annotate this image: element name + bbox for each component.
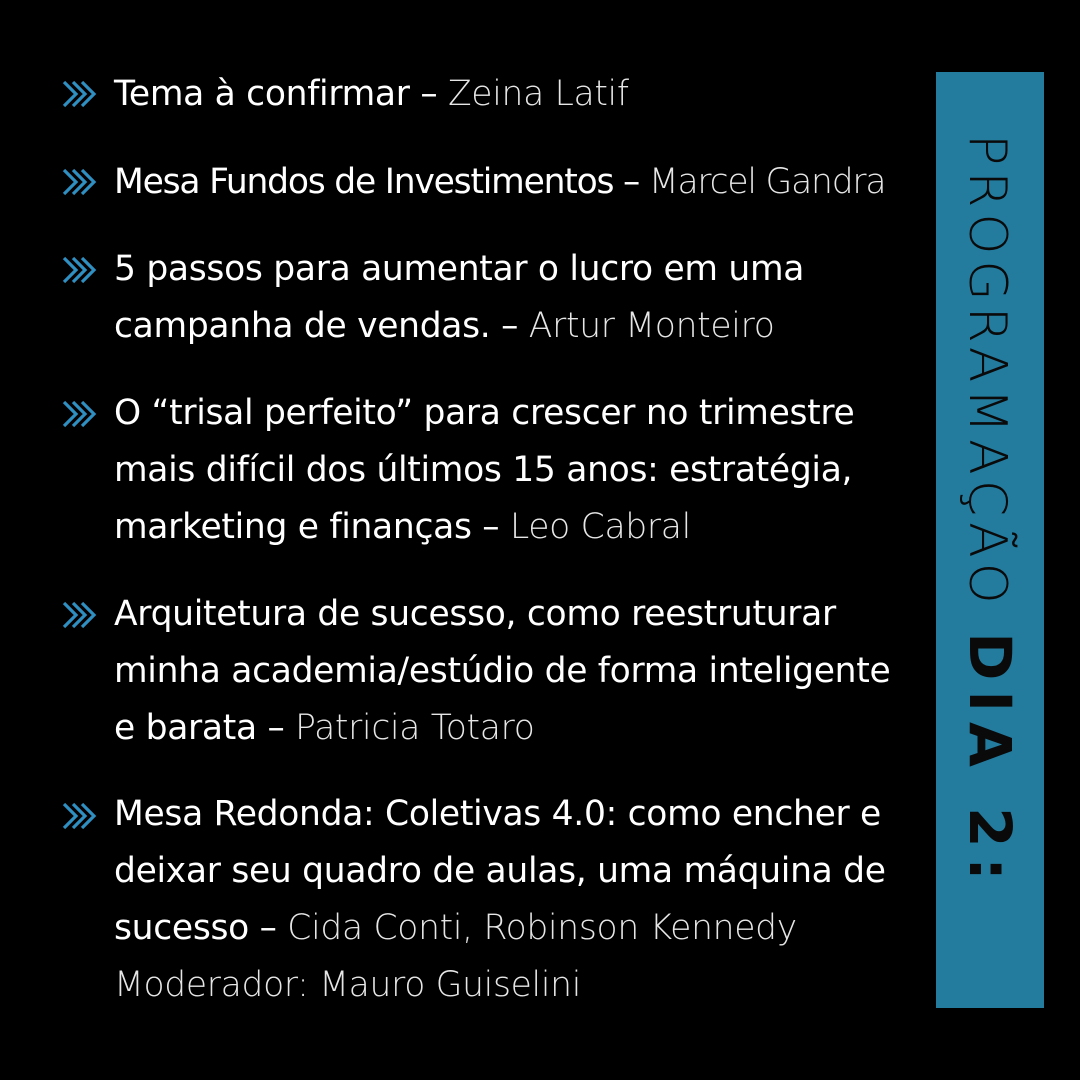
program-label: PROGRAMAÇÃO: [957, 134, 1017, 610]
separator-dash: –: [471, 507, 510, 547]
separator-dash: –: [256, 708, 296, 748]
speaker-name: Artur Monteiro: [528, 306, 775, 346]
talk-title: Tema à confirmar: [114, 74, 410, 114]
double-chevron-right-icon: [62, 400, 100, 428]
program-item: [114, 66, 904, 123]
talk-title: 5 passos para aumentar o lucro em uma campanha de vendas.: [114, 249, 805, 346]
program-item: [114, 154, 904, 211]
program-item: [114, 241, 904, 355]
day-banner-text: [936, 72, 1044, 891]
program-item: [114, 586, 904, 757]
speaker-name: Zeina Latif: [447, 74, 629, 114]
speaker-name: Marcel Gandra: [648, 162, 886, 202]
talk-title: Mesa Fundos de Investimentos: [114, 162, 614, 202]
double-chevron-right-icon: [62, 80, 100, 108]
double-chevron-right-icon: [62, 168, 100, 196]
speaker-name: Cida Conti, Robinson Kennedy: [287, 908, 797, 948]
double-chevron-right-icon: [62, 802, 100, 830]
talk-title: O “trisal perfeito” para crescer no trimestre mais difícil dos últimos 15 anos: estratégia, marketing e finanças: [114, 393, 855, 547]
day-label: DIA 2:: [956, 632, 1024, 891]
talk-title: Arquitetura de sucesso, como reestruturar minha academia/estúdio de forma inteligente e barata: [114, 594, 891, 748]
moderator-name: Moderador: Mauro Guiselini: [114, 965, 581, 1005]
program-item: [114, 385, 904, 556]
separator-dash: –: [613, 162, 649, 202]
separator-dash: –: [249, 908, 288, 948]
speaker-name: Leo Cabral: [509, 507, 691, 547]
double-chevron-right-icon: [62, 601, 100, 629]
double-chevron-right-icon: [62, 256, 100, 284]
program-item: [114, 786, 904, 1014]
separator-dash: –: [409, 74, 448, 114]
speaker-name: Patricia Totaro: [295, 708, 535, 748]
day-banner: [936, 72, 1044, 1008]
separator-dash: –: [490, 306, 529, 346]
talk-title: Mesa Redonda: Coletivas 4.0: como encher e deixar seu quadro de aulas, uma máquina de sucesso: [114, 794, 886, 948]
